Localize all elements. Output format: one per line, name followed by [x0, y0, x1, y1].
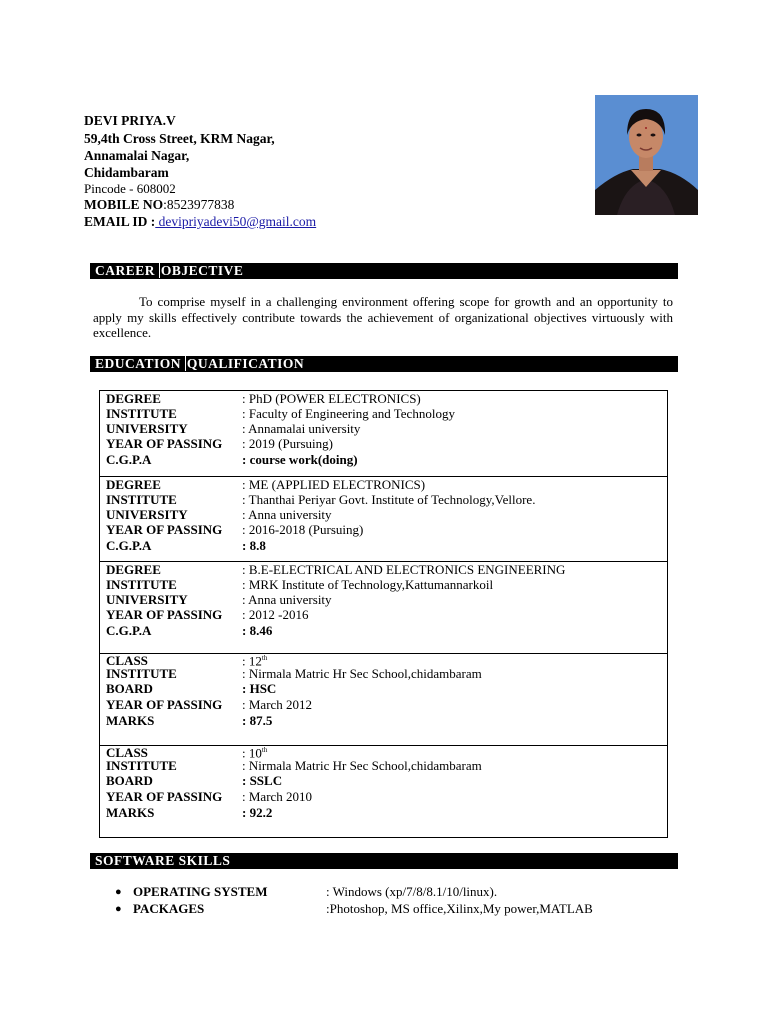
table-row [106, 666, 482, 681]
table-row [106, 538, 266, 553]
software-skills-heading: SOFTWARE SKILLS [90, 853, 678, 869]
row-label: UNIVERSITY [106, 421, 188, 436]
row-value: : 2019 (Pursuing) [242, 436, 333, 451]
row-label: INSTITUTE [106, 577, 177, 592]
education-heading-word-2: QUALIFICATION [186, 356, 305, 371]
row-value: : 8.8 [242, 538, 266, 553]
row-label: MARKS [106, 805, 155, 820]
class-value: : 12 [242, 653, 262, 669]
row-label: C.G.P.A [106, 623, 152, 638]
address-line-1: 59,4th Cross Street, KRM Nagar, [84, 131, 275, 146]
row-label: CLASS [106, 745, 148, 761]
table-row [106, 713, 272, 728]
row-value: : Anna university [242, 592, 332, 607]
row-label: YEAR OF PASSING [106, 697, 223, 712]
row-value: : B.E-ELECTRICAL AND ELECTRONICS ENGINEERING [242, 562, 566, 577]
table-row [106, 391, 421, 406]
row-label: C.G.P.A [106, 538, 152, 553]
row-value: : 92.2 [242, 805, 273, 820]
table-row [106, 805, 272, 820]
row-label: DEGREE [106, 391, 161, 406]
bullet-icon: ● [115, 886, 122, 898]
row-value: : Anna university [242, 507, 332, 522]
row-value: : 8.46 [242, 623, 273, 638]
career-heading-word-2: OBJECTIVE [160, 263, 244, 278]
education-block-phd [100, 391, 667, 477]
row-value: : Annamalai university [242, 421, 361, 436]
skill-value: :Photoshop, MS office,Xilinx,My power,MATLAB [326, 901, 593, 916]
row-label: YEAR OF PASSING [106, 607, 223, 622]
class-superscript: th [261, 746, 268, 754]
row-value: : Nirmala Matric Hr Sec School,chidambaram [242, 666, 482, 681]
row-label: INSTITUTE [106, 666, 177, 681]
row-value: : 87.5 [242, 713, 273, 728]
row-label: C.G.P.A [106, 452, 152, 467]
email-link[interactable]: devipriyadevi50@gmail.com [155, 214, 317, 229]
table-row [106, 773, 282, 788]
career-objective-text [93, 294, 673, 341]
row-value: : 2012 -2016 [242, 607, 309, 622]
skill-item-packages [0, 901, 768, 917]
education-block-be [100, 562, 667, 654]
table-row [106, 577, 493, 592]
address-line-2: Annamalai Nagar, [84, 148, 190, 163]
table-row [106, 452, 358, 467]
career-objective-body: To comprise myself in a challenging environment offering scope for growth and an opportunity to apply my skills effectively contribute towards the achievement of organizational objectives virtuously with excellence. [93, 294, 673, 340]
table-row [106, 477, 425, 492]
row-value: : HSC [242, 681, 277, 696]
row-value: : Faculty of Engineering and Technology [242, 406, 455, 421]
row-label: YEAR OF PASSING [106, 436, 223, 451]
class-value: : 10 [242, 745, 262, 761]
table-row [106, 507, 332, 522]
row-value: : March 2010 [242, 789, 313, 804]
table-row [106, 436, 333, 451]
education-block-hsc [100, 654, 667, 746]
row-value: : 2016-2018 (Pursuing) [242, 522, 364, 537]
email-line [84, 213, 316, 230]
row-label: BOARD [106, 681, 153, 696]
row-label: INSTITUTE [106, 758, 177, 773]
profile-photo-image [595, 95, 698, 215]
row-label: UNIVERSITY [106, 592, 188, 607]
table-row [106, 592, 332, 607]
table-row [106, 758, 482, 773]
row-label: UNIVERSITY [106, 507, 188, 522]
education-table [99, 390, 668, 838]
skill-item-os [0, 884, 768, 900]
email-label: EMAIL ID : [84, 214, 156, 229]
table-row [106, 607, 308, 622]
table-row [106, 492, 535, 507]
table-row [106, 406, 455, 421]
row-value: : Thanthai Periyar Govt. Institute of Technology,Vellore. [242, 492, 536, 507]
education-heading-word-1: EDUCATION [95, 356, 182, 371]
row-value: : ME (APPLIED ELECTRONICS) [242, 477, 426, 492]
table-row [106, 789, 312, 804]
skill-label: PACKAGES [133, 901, 205, 916]
row-value: : SSLC [242, 773, 283, 788]
row-label: INSTITUTE [106, 492, 177, 507]
row-label: YEAR OF PASSING [106, 522, 223, 537]
skill-label: OPERATING SYSTEM [133, 884, 268, 899]
table-row [106, 681, 276, 696]
row-label: MARKS [106, 713, 155, 728]
row-label: INSTITUTE [106, 406, 177, 421]
skill-value: : Windows (xp/7/8/8.1/10/linux). [326, 884, 498, 899]
row-label: DEGREE [106, 477, 161, 492]
mobile-value: :8523977838 [163, 197, 235, 212]
education-block-sslc [100, 746, 667, 837]
row-label: YEAR OF PASSING [106, 789, 223, 804]
row-value: : March 2012 [242, 697, 313, 712]
career-heading-word-1: CAREER [95, 263, 156, 278]
row-label: BOARD [106, 773, 153, 788]
table-row [106, 697, 312, 712]
class-superscript: th [261, 654, 268, 662]
profile-photo [595, 95, 698, 215]
address-line-3: Chidambaram [84, 165, 169, 180]
candidate-name: DEVI PRIYA.V [84, 113, 176, 128]
row-value: : Nirmala Matric Hr Sec School,chidambaram [242, 758, 482, 773]
mobile-label: MOBILE NO [84, 197, 164, 212]
row-value: : MRK Institute of Technology,Kattumannarkoil [242, 577, 494, 592]
education-block-me [100, 477, 667, 562]
bullet-icon: ● [115, 903, 122, 915]
row-value: : PhD (POWER ELECTRONICS) [242, 391, 421, 406]
education-heading [90, 356, 678, 372]
table-row [106, 522, 363, 537]
mobile-line [84, 196, 234, 213]
row-value: : course work(doing) [242, 452, 358, 467]
pincode: Pincode - 608002 [84, 181, 176, 196]
career-objective-heading [90, 263, 678, 279]
table-row [106, 562, 565, 577]
table-row [106, 421, 360, 436]
row-label: CLASS [106, 653, 148, 669]
table-row [106, 623, 272, 638]
row-label: DEGREE [106, 562, 161, 577]
